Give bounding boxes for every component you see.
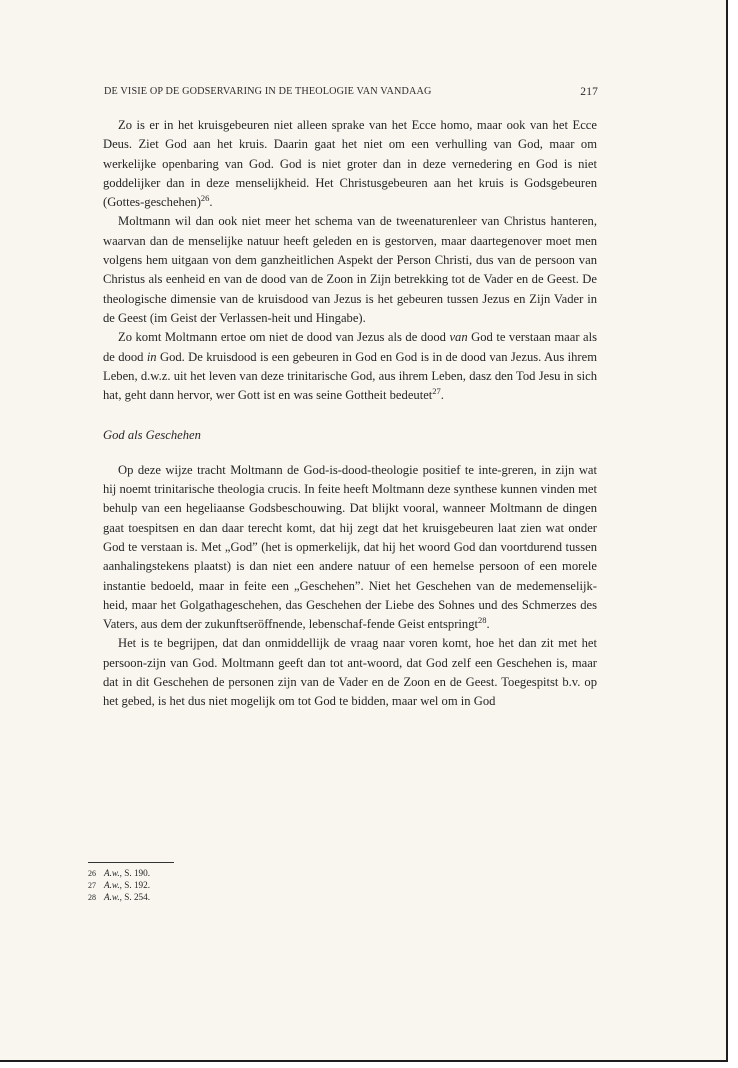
footnote-ref-27: 27 [432,386,441,397]
section-heading: God als Geschehen [103,428,201,443]
paragraph-1-text: Zo is er in het kruisgebeuren niet alleen sprake van het Ecce homo, maar ook van het Ecce Deus. Ziet God aan het kruis. Daarin gaat het niet om een verhulling van God, maar om werkelijke openbaring van God. God is niet groter dan in deze vernedering en God is niet goddelijker dan in deze menselijkheid. Het Christusgebeuren aan het kruis is Godsgebeuren (Gottes-geschehen) [103,118,597,210]
footnote-28 [88,892,150,904]
footnote-source: A.w., [104,868,122,878]
paragraph-3-italic-in: in [146,349,157,364]
paragraph-4 [103,461,597,635]
paragraph-3-end: . [440,388,444,403]
footnote-page: S. 192. [124,879,151,890]
footnote-number: 28 [88,892,96,902]
paragraph-4-text: Op deze wijze tracht Moltmann de God-is-dood-theologie positief te inte-greren, in zijn wat hij noemt trinitarische theologia crucis. In feite heeft Moltmann deze synthese kunnen vinden met behulp van een hegeliaanse Godsbeschouwing. Dat blijkt vooral, wanneer Moltmann de dingen gaat toespitsen en dan daar terecht komt, dat hij zegt dat het kruisgebeuren laat zien wat onder God te verstaan is. Met „God” (het is opmerkelijk, dat hij het woord God dan voortdurend tussen aanhalingstekens plaatst) is dan niet een andere natuur of een hemelse persoon of een morele instantie bedoeld, maar in feite een „Geschehen”. Niet het Geschehen van de medemenselijk-heid, maar het Golgathageschehen, das Geschehen der Liebe des Sohnes und des Schmerzes des Vaters, aus dem der zukunftseröffnende, lebenschaf-fende Geist entspringt [103,462,597,632]
footnote-page: S. 190. [124,868,151,878]
footnote-ref-28: 28 [478,615,487,626]
running-title: DE VISIE OP DE GODSERVARING IN DE THEOLOGIE VAN VANDAAG [104,86,432,97]
paragraph-2: Moltmann wil dan ook niet meer het schema van de tweenaturenleer van Christus hanteren, waarvan dan de menselijke natuur heeft geleden en is gestorven, maar daartegenover moet men volgens hem uitgaan von dem ganzheitlichen Aspekt der Person Christi, dus van de persoon van Christus als eenheid en van de dood van de Zoon in Zijn betrekking tot de Vader en de Geest. De theologische dimensie van de kruisdood van Jezus is het gebeuren tussen Jezus en Zijn Vader in de Geest (im Geist der Verlassen-heit und Hingabe). [103,214,597,325]
paragraph-5: Het is te begrijpen, dat dan onmiddellijk de vraag naar voren komt, hoe het dan zit met het persoon-zijn van God. Moltmann geeft dan tot ant-woord, dat God zelf een Geschehen is, maar dat in dit Geschehen de personen zijn van de Vader en de Zoon en de Geest. Toegespitst b.v. op het gebed, is het dus niet mogelijk om tot God te bidden, maar wel om in God [103,636,597,709]
paragraph-1 [103,116,597,212]
footnote-ref-26: 26 [200,193,210,204]
paragraph-3-part-a: Zo komt Moltmann ertoe om niet de dood van Jezus als de dood [118,330,450,345]
footnote-number: 26 [88,869,96,878]
footnotes [88,868,150,903]
page-number: 217 [580,86,598,98]
footnote-source: A.w., [104,891,122,902]
footnote-rule [88,862,174,863]
footnote-source: A.w., [104,879,122,890]
footnote-26 [88,868,150,880]
footnote-page: S. 254. [124,891,151,902]
paragraph-3-part-c: God te verstaan maar als de dood [103,330,597,364]
paragraph-3-part-e: God. De kruisdood is een gebeuren in God en God is in de dood van Jezus. Aus ihrem Leben, d.w.z. uit het leven van deze trinitarische God, aus ihrem Leben, dasz den Tod Jesu in sich hat, geht dann hervor, wer Gott ist en was seine Gottheit bedeutet [103,349,597,403]
paragraph-3-italic-van: van [449,330,468,345]
paragraph-3 [103,328,597,405]
main-text [103,116,597,712]
paragraph-4-end: . [486,617,490,632]
footnote-number: 27 [88,880,96,890]
paragraph-1-end: . [209,195,213,210]
footnote-27 [88,880,150,892]
